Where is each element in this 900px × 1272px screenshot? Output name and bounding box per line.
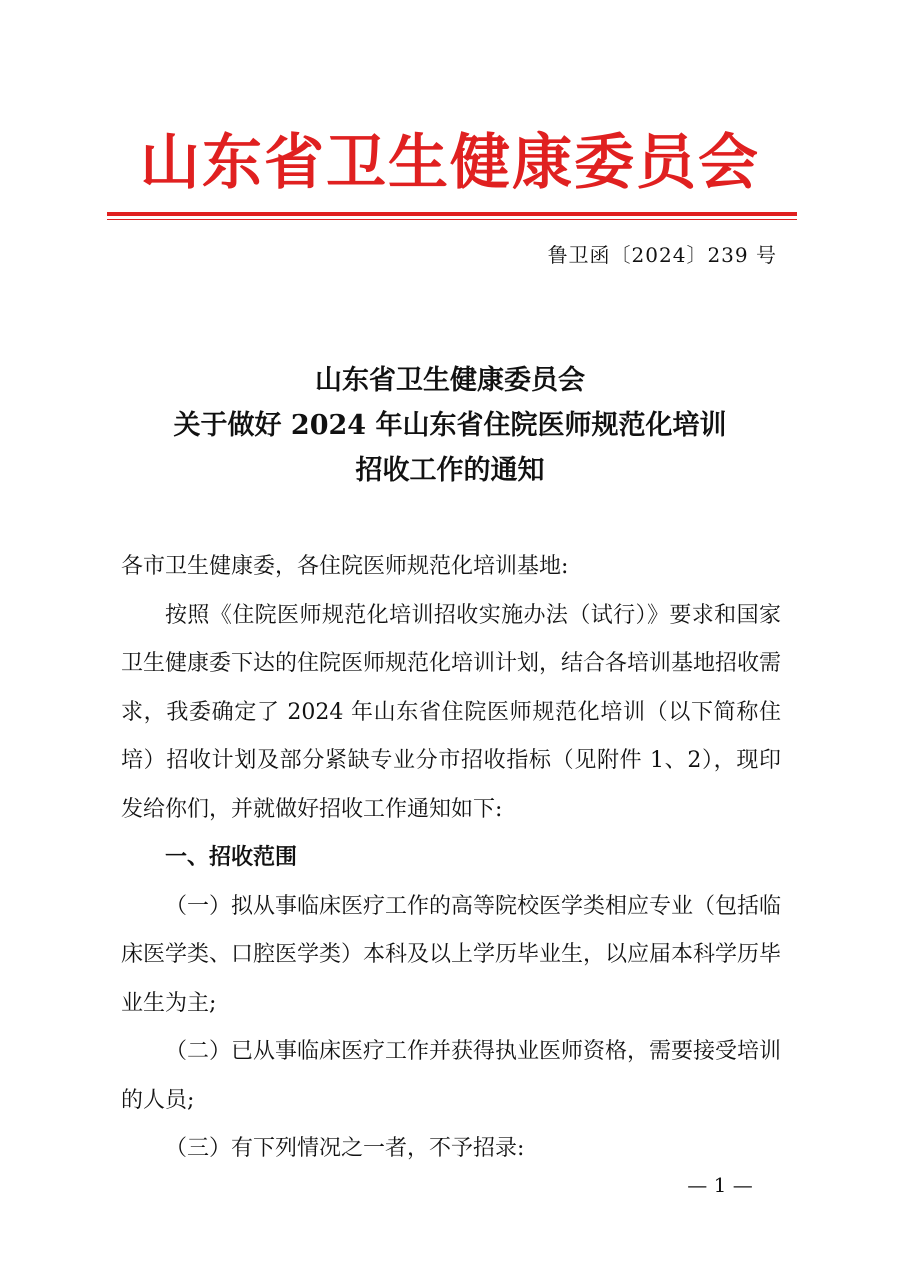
title-line-1: 山东省卫生健康委员会: [315, 365, 585, 396]
masthead-org-name: 山东省卫生健康委员会: [140, 128, 760, 198]
list-item-3: （三）有下列情况之一者，不予招录:: [165, 1136, 525, 1161]
masthead-red-rule-thick: [107, 212, 797, 216]
title-line-3: 招收工作的通知: [355, 455, 545, 486]
list-item-2: （二）已从事临床医疗工作并获得执业医师资格，需要接受培训的人员;: [121, 1039, 782, 1113]
title-line-2: 关于做好 2024 年山东省住院医师规范化培训: [173, 410, 727, 441]
salutation: 各市卫生健康委，各住院医师规范化培训基地:: [121, 554, 569, 579]
page-number: — 1 —: [687, 1173, 753, 1197]
masthead-red-rule-thin: [107, 219, 797, 220]
document-number: 鲁卫函〔2024〕239 号: [547, 243, 777, 267]
paragraph-intro: 按照《住院医师规范化培训招收实施办法（试行）》要求和国家卫生健康委下达的住院医师规范化培训计划，结合各培训基地招收需求，我委确定了 2024 年山东省住院医师规范化培训（以下简称住培）招收计划及部分紧缺专业分市招收指标（见附件 1、2），现印发给你们，并就做好招收工作通知如下:: [121, 602, 782, 822]
document-body: [121, 543, 781, 1174]
section-heading-scope: 一、招收范围: [165, 845, 298, 870]
list-item-1: （一）拟从事临床医疗工作的高等院校医学类相应专业（包括临床医学类、口腔医学类）本科及以上学历毕业生，以应届本科学历毕业生为主;: [121, 893, 782, 1016]
document-title: [100, 358, 800, 493]
